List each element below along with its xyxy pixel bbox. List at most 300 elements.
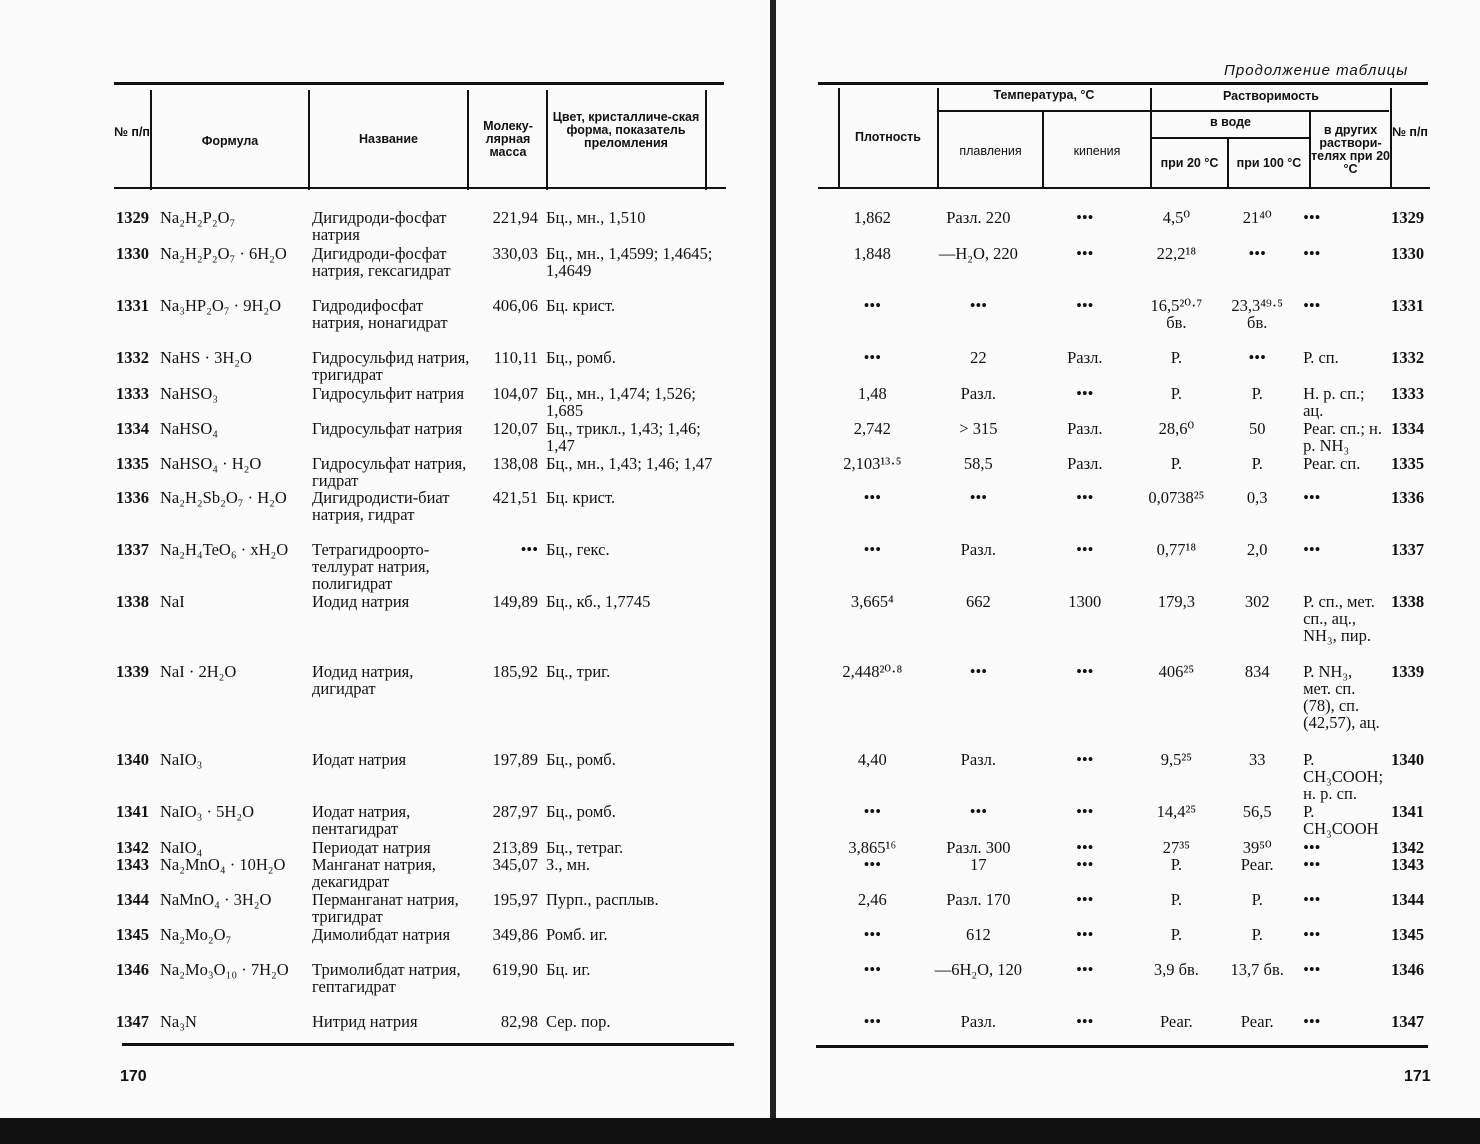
solubility-20-cell: 179,3 [1157, 592, 1195, 611]
boiling-cell: Разл. [1067, 348, 1103, 367]
header-top-rule [818, 82, 1428, 85]
other-solvents-cell: ••• [1303, 208, 1321, 227]
formula-cell: NaHSO₄ · H₂O [160, 454, 262, 473]
name-cell: Дигидродисти-биат натрия, гидрат [312, 488, 450, 524]
table-row [112, 489, 726, 541]
name-cell: Нитрид натрия [312, 1012, 418, 1031]
name-cell: Периодат натрия [312, 838, 431, 857]
density-cell: ••• [863, 540, 881, 559]
table-row [820, 489, 1440, 541]
header-other-solvents: в других раствори-телях при 20 °С [1311, 123, 1390, 176]
color-cell: Бц., тетраг. [546, 838, 624, 857]
melting-cell: Разл. [960, 540, 997, 559]
solubility-100-cell: 56,5 [1242, 802, 1272, 821]
table-row [112, 926, 726, 961]
table-row [112, 803, 726, 839]
column-divider [467, 90, 469, 190]
header-number-right: № п/п [1392, 125, 1428, 139]
scan-bottom-edge [0, 1118, 1480, 1144]
boiling-cell: ••• [1076, 838, 1094, 857]
table-row [112, 593, 726, 663]
boiling-cell: ••• [1076, 855, 1094, 874]
other-solvents-cell: ••• [1303, 960, 1321, 979]
density-cell: ••• [863, 960, 881, 979]
mass-cell: 120,07 [492, 419, 538, 438]
color-cell: Бц., мн., 1,4599; 1,4645; 1,4649 [546, 244, 713, 280]
row-number: 1338 [1391, 592, 1425, 611]
solubility-100-cell: Реаг. [1240, 1012, 1274, 1031]
other-solvents-cell: Р. сп. [1303, 348, 1339, 367]
density-cell: 3,665⁴ [850, 592, 894, 611]
color-cell: Сер. пор. [546, 1012, 611, 1031]
solubility-20-cell: 4,5⁰ [1162, 208, 1191, 227]
table-row [820, 297, 1440, 349]
melting-cell: 58,5 [963, 454, 993, 473]
table-row [820, 349, 1440, 385]
formula-cell: Na₂Mo₂O₇ [160, 925, 232, 944]
other-solvents-cell: ••• [1303, 925, 1321, 944]
row-number: 1340 [1391, 750, 1425, 769]
other-solvents-cell: ••• [1303, 855, 1321, 874]
density-cell: 1,862 [853, 208, 891, 227]
header-number: № п/п [114, 125, 150, 139]
continuation-label: Продолжение таблицы [1224, 62, 1409, 79]
solubility-100-cell: 21⁴⁰ [1242, 208, 1272, 227]
solubility-20-cell: 14,4²⁵ [1156, 802, 1197, 821]
header-bottom-rule [818, 187, 1430, 189]
boiling-cell: ••• [1076, 1012, 1094, 1031]
name-cell: Перманганат натрия, тригидрат [312, 890, 459, 926]
boiling-cell: ••• [1076, 925, 1094, 944]
row-number: 1330 [1391, 244, 1425, 263]
color-cell: З., мн. [546, 855, 591, 874]
formula-cell: NaI [160, 592, 185, 611]
other-solvents-cell: Р. NH₃, мет. сп. (78), сп. (42,57), ац. [1303, 662, 1380, 732]
other-solvents-cell: Реаг. сп.; н. р. NH₃ [1303, 419, 1383, 455]
solubility-100-cell: 39⁵⁰ [1242, 838, 1272, 857]
row-number: 1336 [1391, 488, 1425, 507]
boiling-cell: ••• [1076, 244, 1094, 263]
color-cell: Бц., триг. [546, 662, 611, 681]
table-row [820, 926, 1440, 961]
table-row [820, 856, 1440, 891]
row-number: 1341 [1391, 802, 1425, 821]
solubility-100-cell: 834 [1244, 662, 1270, 681]
header-in-water: в воде [1209, 115, 1252, 129]
mass-cell: 110,11 [493, 348, 538, 367]
formula-cell: NaHS · 3H₂O [160, 348, 252, 367]
mass-cell: 221,94 [492, 208, 538, 227]
mass-cell: 330,03 [492, 244, 538, 263]
row-number: 1331 [1391, 296, 1425, 315]
name-cell: Иодид натрия [312, 592, 410, 611]
solubility-20-cell: Реаг. [1159, 1012, 1193, 1031]
formula-cell: NaHSO₃ [160, 384, 218, 403]
solubility-20-cell: 406²⁵ [1158, 662, 1195, 681]
formula-cell: Na₂H₂P₂O₇ [160, 208, 236, 227]
mass-cell: 195,97 [492, 890, 538, 909]
melting-cell: —H₂O, 220 [938, 244, 1018, 263]
solubility-100-cell: 33 [1248, 750, 1266, 769]
density-cell: 1,48 [857, 384, 887, 403]
table-row [820, 663, 1440, 751]
density-cell: ••• [863, 488, 881, 507]
boiling-cell: 1300 [1068, 592, 1102, 611]
formula-cell: NaIO₃ [160, 750, 203, 769]
mass-cell: 138,08 [492, 454, 538, 473]
column-divider [546, 90, 548, 190]
color-cell: Бц., ромб. [546, 802, 616, 821]
other-solvents-cell: Р. CH₃COOH; н. р. сп. [1303, 750, 1384, 803]
header-boiling: кипения [1073, 144, 1121, 158]
row-number: 1332 [1391, 348, 1425, 367]
solubility-100-cell: 23,3⁴⁹·⁵ бв. [1231, 296, 1284, 332]
page-number-left: 170 [120, 1068, 147, 1085]
row-number: 1336 [116, 488, 149, 507]
name-cell: Димолибдат натрия [312, 925, 451, 944]
density-cell: 4,40 [857, 750, 887, 769]
row-number: 1337 [116, 540, 149, 559]
table-row [112, 891, 726, 926]
density-cell: 1,848 [853, 244, 891, 263]
solubility-20-cell: Р. [1170, 348, 1183, 367]
boiling-cell: ••• [1076, 890, 1094, 909]
column-divider [705, 90, 707, 190]
mass-cell: 349,86 [492, 925, 538, 944]
boiling-cell: ••• [1076, 540, 1094, 559]
solubility-100-cell: Р. [1251, 890, 1263, 909]
table-row [112, 420, 726, 455]
row-number: 1346 [1391, 960, 1425, 979]
table-row [112, 1013, 726, 1043]
density-cell: ••• [863, 1012, 881, 1031]
mass-cell: 185,92 [492, 662, 538, 681]
row-number: 1335 [1391, 454, 1425, 473]
melting-cell: ••• [969, 488, 988, 507]
table-row [112, 663, 726, 751]
melting-cell: ••• [969, 296, 988, 315]
solubility-20-cell: 22,2¹⁸ [1156, 244, 1197, 263]
row-number: 1342 [1391, 838, 1425, 857]
boiling-cell: ••• [1076, 488, 1094, 507]
solubility-underline [1151, 110, 1389, 112]
row-number: 1344 [1391, 890, 1425, 909]
color-cell: Бц., кб., 1,7745 [546, 592, 651, 611]
table-row [112, 209, 726, 245]
row-number: 1334 [116, 419, 149, 438]
row-number: 1333 [1391, 384, 1425, 403]
melting-cell: Разл. 170 [946, 890, 1011, 909]
color-cell: Ромб. иг. [546, 925, 608, 944]
header-name: Название [358, 132, 418, 146]
row-number: 1338 [116, 592, 149, 611]
table-row [820, 839, 1440, 856]
row-number: 1332 [116, 348, 149, 367]
other-solvents-cell: Р. сп., мет. сп., ац., NH₃, пир. [1303, 592, 1375, 645]
table-row [820, 1013, 1440, 1043]
header-top-rule [114, 82, 724, 85]
solubility-20-cell: Р. [1170, 925, 1183, 944]
other-solvents-cell: ••• [1303, 244, 1321, 263]
name-cell: Гидросульфат натрия, гидрат [312, 454, 467, 490]
column-divider [937, 88, 939, 188]
row-number: 1329 [116, 208, 149, 227]
melting-cell: 612 [965, 925, 991, 944]
table-row [112, 751, 726, 803]
melting-cell: 17 [970, 855, 987, 874]
table-row [820, 803, 1440, 839]
table-row [112, 385, 726, 420]
solubility-20-cell: Р. [1170, 454, 1183, 473]
name-cell: Тримолибдат натрия, гептагидрат [312, 960, 461, 996]
boiling-cell: ••• [1076, 802, 1094, 821]
other-solvents-cell: ••• [1303, 540, 1321, 559]
table-row [820, 385, 1440, 420]
row-number: 1342 [116, 838, 149, 857]
header-mass: Молеку-лярная масса [483, 119, 533, 159]
solubility-100-cell: 0,3 [1246, 488, 1268, 507]
color-cell: Бц. крист. [546, 488, 616, 507]
table-row [112, 349, 726, 385]
table-row [112, 245, 726, 297]
table-row [112, 297, 726, 349]
row-number: 1330 [116, 244, 149, 263]
name-cell: Гидросульфит натрия [312, 384, 465, 403]
boiling-cell: ••• [1076, 208, 1094, 227]
solubility-100-cell: ••• [1248, 244, 1266, 263]
name-cell: Гидродифосфат натрия, нонагидрат [312, 296, 448, 332]
melting-cell: Разл. 220 [946, 208, 1011, 227]
boiling-cell: ••• [1076, 960, 1094, 979]
mass-cell: 345,07 [492, 855, 538, 874]
other-solvents-cell: Н. р. сп.; ац. [1303, 384, 1365, 420]
density-cell: ••• [863, 802, 881, 821]
color-cell: Бц., трикл., 1,43; 1,46; 1,47 [546, 419, 701, 455]
mass-cell: 213,89 [492, 838, 538, 857]
melting-cell: ••• [969, 662, 988, 681]
temperature-underline [938, 110, 1150, 112]
name-cell: Дигидроди-фосфат натрия [312, 208, 447, 244]
solubility-20-cell: 0,0738²⁵ [1148, 488, 1205, 507]
melting-cell: —6H₂O, 120 [934, 960, 1023, 979]
density-cell: 2,742 [853, 419, 891, 438]
other-solvents-cell: Реаг. сп. [1303, 454, 1361, 473]
formula-cell: NaIO₃ · 5H₂O [160, 802, 254, 821]
name-cell: Тетрагидроорто-теллурат натрия, полигидрат [312, 540, 430, 593]
table-row [820, 961, 1440, 1013]
formula-cell: Na₂MnO₄ · 10H₂O [160, 855, 286, 874]
solubility-100-cell: 302 [1244, 592, 1270, 611]
row-number: 1329 [1391, 208, 1425, 227]
solubility-100-cell: Р. [1251, 925, 1263, 944]
solubility-100-cell: Реаг. [1240, 855, 1274, 874]
row-number: 1344 [116, 890, 149, 909]
melting-cell: Разл. [960, 750, 997, 769]
color-cell: Бц., мн., 1,474; 1,526; 1,685 [546, 384, 696, 420]
density-cell: ••• [863, 296, 881, 315]
name-cell: Гидросульфид натрия, тригидрат [312, 348, 470, 384]
solubility-100-cell: 2,0 [1246, 540, 1268, 559]
boiling-cell: ••• [1076, 384, 1094, 403]
right-page [776, 0, 1480, 1144]
density-cell: 2,448²⁰·⁸ [842, 662, 903, 681]
row-number: 1335 [116, 454, 149, 473]
mass-cell: 82,98 [500, 1012, 538, 1031]
boiling-cell: ••• [1076, 296, 1094, 315]
header-temperature: Температура, °С [993, 88, 1095, 102]
mass-cell: 421,51 [492, 488, 538, 507]
solubility-20-cell: Р. [1170, 855, 1183, 874]
formula-cell: NaHSO₄ [160, 419, 218, 438]
other-solvents-cell: Р. CH₃COOH [1303, 802, 1379, 838]
table-row [112, 455, 726, 489]
solubility-20-cell: 28,6⁰ [1158, 419, 1195, 438]
row-number: 1334 [1391, 419, 1425, 438]
solubility-100-cell: 50 [1248, 419, 1266, 438]
density-cell: 3,865¹⁶ [848, 838, 897, 857]
table-row [820, 420, 1440, 455]
row-number: 1347 [1391, 1012, 1425, 1031]
solubility-100-cell: Р. [1251, 454, 1263, 473]
boiling-cell: ••• [1076, 750, 1094, 769]
row-number: 1345 [1391, 925, 1425, 944]
melting-cell: Разл. 300 [946, 838, 1011, 857]
table-row [112, 961, 726, 1013]
formula-cell: Na₂H₂P₂O₇ · 6H₂O [160, 244, 287, 263]
row-number: 1339 [1391, 662, 1425, 681]
solubility-20-cell: 3,9 бв. [1153, 960, 1199, 979]
name-cell: Гидросульфат натрия [312, 419, 463, 438]
row-number: 1343 [116, 855, 149, 874]
table-row [820, 751, 1440, 803]
row-number: 1340 [116, 750, 149, 769]
page-number-right: 171 [1404, 1068, 1431, 1085]
other-solvents-cell: ••• [1303, 488, 1321, 507]
footer-rule [122, 1043, 734, 1046]
row-number: 1347 [116, 1012, 149, 1031]
row-number: 1346 [116, 960, 149, 979]
mass-cell: 149,89 [492, 592, 538, 611]
formula-cell: Na₂H₄TeO₆ · xH₂O [160, 540, 289, 559]
row-number: 1343 [1391, 855, 1425, 874]
header-melting: плавления [959, 144, 1022, 158]
density-cell: ••• [863, 348, 881, 367]
color-cell: Бц., ромб. [546, 348, 616, 367]
header-color: Цвет, кристалличе-ская форма, показатель преломления [552, 110, 700, 150]
row-number: 1339 [116, 662, 149, 681]
mass-cell: ••• [520, 540, 538, 559]
formula-cell: Na₂H₂Sb₂O₇ · H₂O [160, 488, 287, 507]
other-solvents-cell: ••• [1303, 1012, 1321, 1031]
table-row [820, 593, 1440, 663]
table-row [112, 856, 726, 891]
header-bottom-rule [114, 187, 726, 189]
table-row [820, 209, 1440, 245]
row-number: 1341 [116, 802, 149, 821]
table-row [820, 891, 1440, 926]
name-cell: Иодат натрия [312, 750, 407, 769]
melting-cell: > 315 [959, 419, 998, 438]
table-row [820, 541, 1440, 593]
mass-cell: 287,97 [492, 802, 538, 821]
solubility-20-cell: Р. [1170, 384, 1183, 403]
melting-cell: Разл. [960, 384, 997, 403]
solubility-20-cell: 27³⁵ [1162, 838, 1190, 857]
mass-cell: 104,07 [492, 384, 538, 403]
color-cell: Бц., мн., 1,43; 1,46; 1,47 [546, 454, 713, 473]
table-row [820, 455, 1440, 489]
color-cell: Бц. иг. [546, 960, 591, 979]
row-number: 1333 [116, 384, 149, 403]
boiling-cell: Разл. [1067, 454, 1103, 473]
color-cell: Бц., ромб. [546, 750, 616, 769]
solubility-20-cell: 0,77¹⁸ [1156, 540, 1197, 559]
color-cell: Пурп., расплыв. [546, 890, 659, 909]
formula-cell: NaI · 2H₂O [160, 662, 237, 681]
solubility-100-cell: 13,7 бв. [1230, 960, 1284, 979]
row-number: 1331 [116, 296, 149, 315]
density-cell: 2,46 [857, 890, 887, 909]
melting-cell: 22 [970, 348, 987, 367]
other-solvents-cell: ••• [1303, 890, 1321, 909]
boiling-cell: ••• [1076, 662, 1094, 681]
formula-cell: Na₃HP₂O₇ · 9H₂O [160, 296, 282, 315]
solubility-100-cell: Р. [1251, 384, 1263, 403]
header-at-100: при 100 °С [1236, 156, 1302, 170]
melting-cell: Разл. [960, 1012, 997, 1031]
melting-cell: ••• [969, 802, 988, 821]
solubility-100-cell: ••• [1248, 348, 1266, 367]
color-cell: Бц., гекс. [546, 540, 610, 559]
name-cell: Манганат натрия, декагидрат [312, 855, 436, 891]
density-cell: 2,103¹³·⁵ [843, 454, 902, 473]
name-cell: Иодат натрия, пентагидрат [312, 802, 411, 838]
density-cell: ••• [863, 925, 881, 944]
header-formula: Формула [201, 134, 259, 148]
water-underline [1151, 137, 1309, 139]
table-row [112, 541, 726, 593]
solubility-20-cell: 9,5²⁵ [1160, 750, 1193, 769]
color-cell: Бц. крист. [546, 296, 616, 315]
density-cell: ••• [863, 855, 881, 874]
row-number: 1337 [1391, 540, 1425, 559]
footer-rule [816, 1045, 1428, 1048]
mass-cell: 406,06 [492, 296, 538, 315]
formula-cell: NaMnO₄ · 3H₂O [160, 890, 272, 909]
mass-cell: 197,89 [492, 750, 538, 769]
header-at-20: при 20 °С [1160, 156, 1219, 170]
name-cell: Дигидроди-фосфат натрия, гексагидрат [312, 244, 451, 280]
formula-cell: NaIO₄ [160, 838, 203, 857]
formula-cell: Na₂Mo₃O₁₀ · 7H₂O [160, 960, 289, 979]
other-solvents-cell: ••• [1303, 838, 1321, 857]
color-cell: Бц., мн., 1,510 [546, 208, 646, 227]
table-row [820, 245, 1440, 297]
name-cell: Иодид натрия, дигидрат [312, 662, 414, 698]
left-data-table [112, 209, 726, 1043]
solubility-20-cell: Р. [1170, 890, 1183, 909]
boiling-cell: Разл. [1067, 419, 1103, 438]
right-data-table [820, 209, 1440, 1043]
solubility-20-cell: 16,5²⁰·⁷ бв. [1150, 296, 1203, 332]
row-number: 1345 [116, 925, 149, 944]
mass-cell: 619,90 [492, 960, 538, 979]
melting-cell: 662 [965, 592, 991, 611]
header-density: Плотность [855, 130, 921, 144]
formula-cell: Na₃N [160, 1012, 197, 1031]
other-solvents-cell: ••• [1303, 296, 1321, 315]
header-solubility: Растворимость [1223, 89, 1319, 103]
